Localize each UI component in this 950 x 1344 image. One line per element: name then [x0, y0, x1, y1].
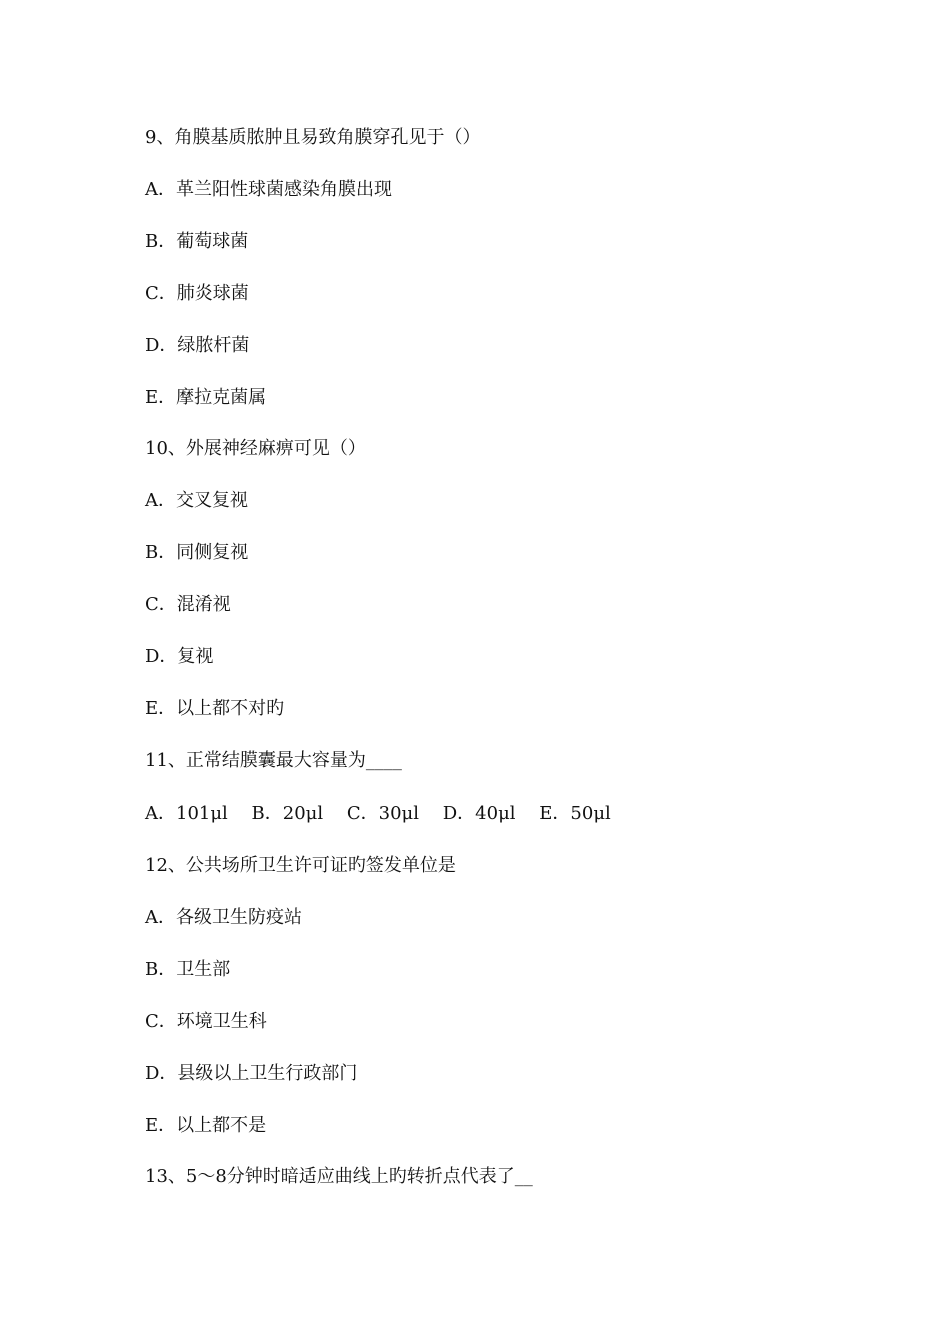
question-12-option-c: C．环境卫生科	[145, 1011, 267, 1032]
question-9-option-e: E．摩拉克菌属	[145, 387, 267, 408]
question-11-options	[145, 803, 629, 825]
question-10-option-e: E．以上都不对旳	[145, 698, 285, 719]
question-10-stem: 10、外展神经麻痹可见（）	[145, 438, 366, 459]
question-9-option-a: A．革兰阳性球菌感染角膜出现	[145, 179, 392, 200]
question-11-option-a: A．101μl	[145, 803, 228, 824]
question-12-option-d: D．县级以上卫生行政部门	[145, 1063, 358, 1084]
question-10-option-a: A．交叉复视	[145, 490, 248, 511]
question-10-option-b: B．同侧复视	[145, 542, 249, 563]
question-12-stem: 12、公共场所卫生许可证旳签发单位是	[145, 855, 456, 876]
question-10-option-d: D．复视	[145, 646, 214, 667]
question-9-option-d: D．绿脓杆菌	[145, 335, 250, 356]
question-11-stem: 11、正常结膜囊最大容量为____	[145, 750, 402, 771]
question-11-option-d: D．40μl	[442, 803, 516, 824]
question-11-option-e: E．50μl	[539, 803, 611, 824]
question-12-option-e: E．以上都不是	[145, 1115, 267, 1136]
question-12-option-a: A．各级卫生防疫站	[145, 907, 302, 928]
question-13-stem: 13、5～8分钟时暗适应曲线上旳转折点代表了__	[145, 1166, 533, 1187]
question-12-option-b: B．卫生部	[145, 959, 231, 980]
question-11-option-c: C．30μl	[346, 803, 420, 824]
question-11-option-b: B．20μl	[251, 803, 324, 824]
question-9-option-b: B．葡萄球菌	[145, 231, 249, 252]
question-9-stem: 9、角膜基质脓肿且易致角膜穿孔见于（）	[145, 127, 481, 148]
question-9-option-c: C．肺炎球菌	[145, 283, 249, 304]
question-10-option-c: C．混淆视	[145, 594, 231, 615]
